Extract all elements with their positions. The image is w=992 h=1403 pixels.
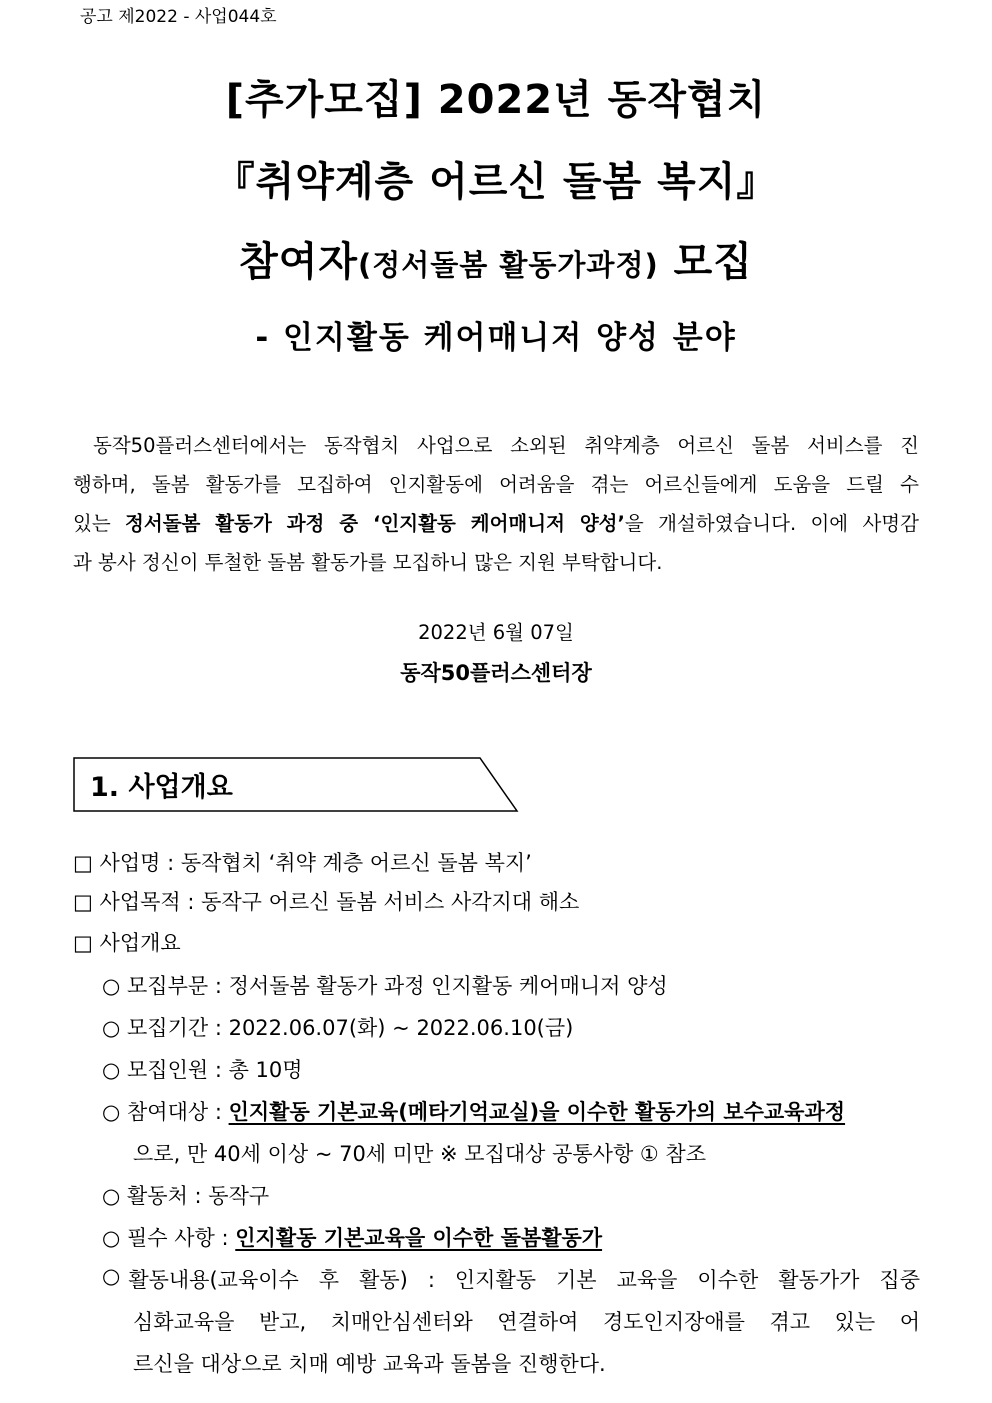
sub-headcount [102,1054,303,1084]
intro-pre: 있는 [73,512,126,535]
title-line-1: [추가모집] 2022년 동작협치 [225,77,767,123]
intro-line-4: 과 봉사 정신이 투철한 돌봄 활동가를 모집하니 많은 지원 부탁합니다. [73,551,663,574]
signer: 동작50플러스센터장 [400,661,592,685]
target-underlined: 인지활동 기본교육(메타기억교실)을 이수한 활동가의 보수교육과정 [228,1100,846,1124]
sub-location [102,1180,269,1210]
circle-bullet-icon: ○ [102,1184,121,1208]
circle-bullet-icon: ○ [102,1016,121,1040]
sub-recruit-field [102,970,668,1000]
sub-text: 활동내용(교육이수 후 활동) : 인지활동 기본 교육을 이수한 활동가가 집중 [128,1268,920,1292]
item-overview [73,927,181,957]
intro-line-1: 동작50플러스센터에서는 동작협치 사업으로 소외된 취약계층 어르신 돌봄 서비스를 진 [93,434,919,457]
intro-post: 을 개설하였습니다. 이에 사명감 [624,512,919,535]
sub-period [102,1012,573,1042]
checkbox-icon: □ [73,851,93,875]
circle-bullet-icon: ○ [102,1100,121,1124]
section-heading: 1. 사업개요 [90,772,233,803]
item-text: 사업개요 [99,931,181,955]
item-purpose [73,886,579,916]
required-underlined: 인지활동 기본교육을 이수한 돌봄활동가 [235,1226,603,1250]
sub-text: 활동처 : 동작구 [127,1184,270,1208]
title-paren: (정서돌봄 활동가과정) [357,248,659,282]
item-text: 사업목적 : 동작구 어르신 돌봄 서비스 사각지대 해소 [99,890,580,914]
sub-activity-line-2: 심화교육을 받고, 치매안심센터와 연결하여 경도인지장애를 겪고 있는 어 [133,1310,920,1334]
title-main: 참여자 [239,239,358,285]
sub-activity-line-3: 르신을 대상으로 치매 예방 교육과 돌봄을 진행한다. [133,1352,606,1376]
circle-bullet-icon: ○ [102,1264,121,1288]
sub-text: 모집인원 : 총 10명 [127,1058,303,1082]
sub-label: 필수 사항 : [127,1226,236,1250]
sub-target-cont: 으로, 만 40세 이상 ~ 70세 미만 ※ 모집대상 공통사항 ① 참조 [133,1142,706,1166]
intro-highlight: 정서돌봄 활동가 과정 중 ‘인지활동 케어매니저 양성’ [125,512,625,535]
notice-number: 공고 제2022 - 사업044호 [80,7,277,27]
circle-bullet-icon: ○ [102,1058,121,1082]
title-line-2: 『취약계층 어르신 돌봄 복지』 [214,159,778,205]
circle-bullet-icon: ○ [102,1226,121,1250]
circle-bullet-icon: ○ [102,974,121,998]
date: 2022년 6월 07일 [418,621,574,644]
subtitle: - 인지활동 케어매니저 양성 분야 [255,320,737,356]
item-name [73,847,532,877]
intro-line-3 [73,508,919,536]
sub-required [102,1222,602,1252]
sub-text: 모집기간 : 2022.06.07(화) ~ 2022.06.10(금) [127,1016,574,1040]
item-text: 사업명 : 동작협치 ‘취약 계층 어르신 돌봄 복지’ [99,851,532,875]
sub-label: 참여대상 : [127,1100,229,1124]
checkbox-icon: □ [73,931,93,955]
sub-target [102,1096,845,1126]
title-end: 모집 [673,239,753,285]
sub-activity [102,1264,920,1294]
checkbox-icon: □ [73,890,93,914]
intro-line-2: 행하며, 돌봄 활동가를 모집하여 인지활동에 어려움을 겪는 어르신들에게 도움을 드릴 수 [73,473,919,496]
title-line-3 [0,230,992,287]
sub-text: 모집부문 : 정서돌봄 활동가 과정 인지활동 케어매니저 양성 [127,974,668,998]
